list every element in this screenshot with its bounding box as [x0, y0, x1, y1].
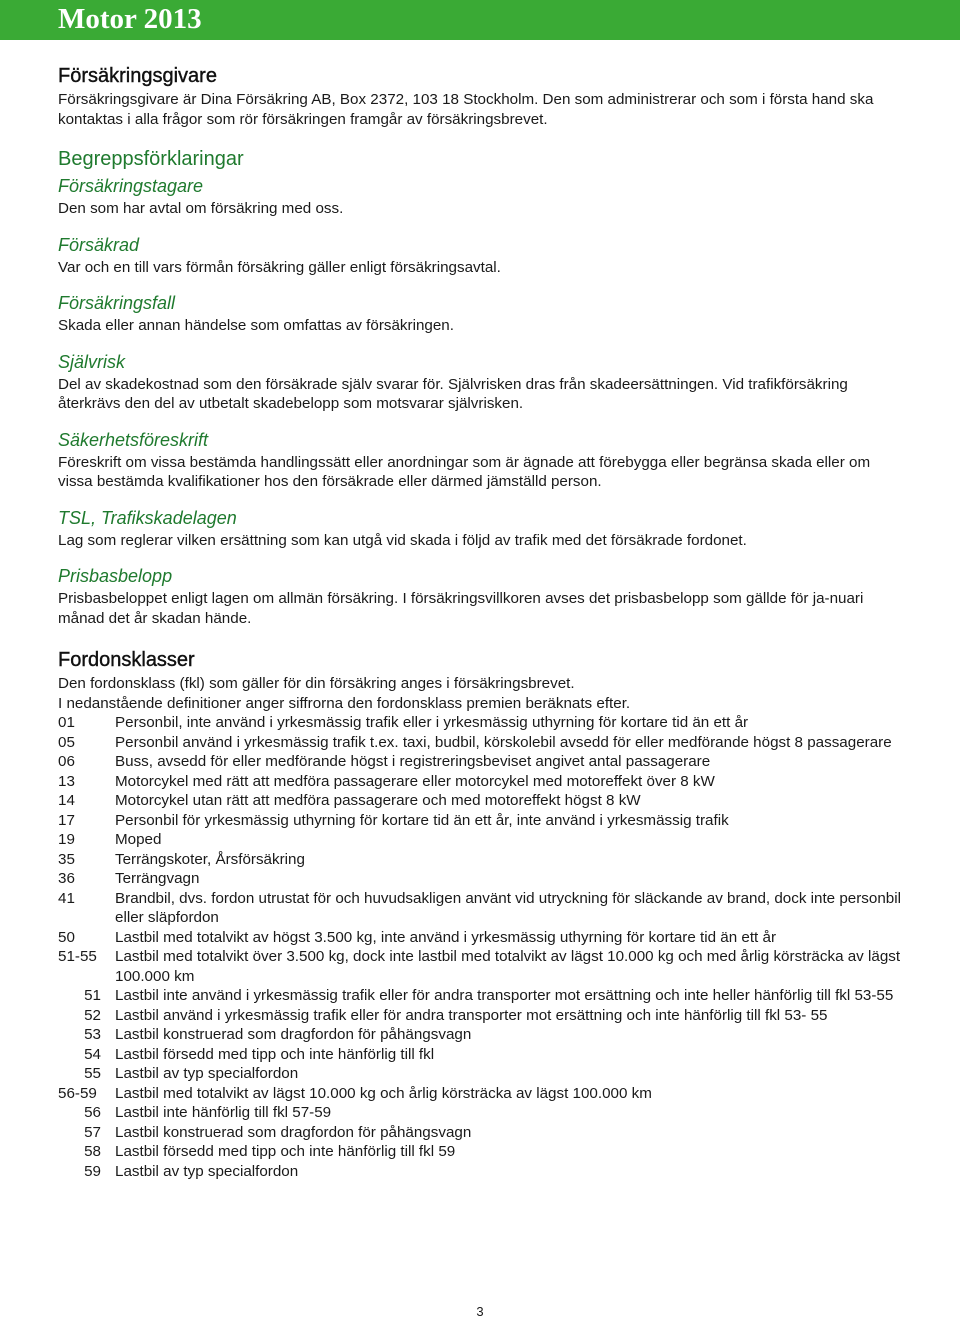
- vehicle-class-description: Lastbil försedd med tipp och inte hänförlig till fkl: [115, 1045, 435, 1063]
- vehicle-class-code: 57: [84, 1123, 101, 1141]
- vehicle-class-row: [58, 889, 908, 928]
- vehicle-class-code: 17: [58, 811, 75, 829]
- term-title: Självrisk: [58, 351, 126, 372]
- vehicle-class-description: Personbil använd i yrkesmässig trafik t.ex. taxi, budbil, körskolebil avsedd för eller medförande högst 8 passagerare: [115, 733, 892, 751]
- vehicle-class-code: 51: [84, 987, 101, 1004]
- vehicle-class-description: Motorcykel utan rätt att medföra passagerare och med motoreffekt högst 8 kW: [115, 792, 641, 809]
- vehicle-class-description: Lastbil med totalvikt av lägst 10.000 kg och årlig körsträcka av lägst 100.000 km: [115, 1084, 652, 1102]
- vehicle-class-row: [58, 772, 908, 792]
- vehicle-class-description: Brandbil, dvs. fordon utrustat för och huvudsakligen använt vid utryckning för släckande av brand, dock inte personbil eller släpfordon: [115, 889, 901, 926]
- vehicle-class-code: 59: [84, 1162, 101, 1180]
- vehicle-class-code: 51-55: [58, 948, 97, 965]
- term-text: Del av skadekostnad som den försäkrade själv svarar för. Självrisken dras från skadeersättningen. Vid trafikförsäkring återkrävs den del av utbetalt skadebelopp som motsvarar självrisken.: [58, 375, 848, 412]
- vehicle-class-code: 01: [58, 714, 75, 731]
- vehicle-class-list: [58, 713, 908, 1181]
- vehicle-class-code: 50: [58, 928, 75, 946]
- term-title: TSL, Trafikskadelagen: [58, 507, 237, 528]
- vehicle-class-row: [58, 928, 908, 948]
- vehicle-class-description: Lastbil konstruerad som dragfordon för påhängsvagn: [115, 1123, 472, 1141]
- vehicle-class-code: 06: [58, 753, 75, 770]
- vehicle-class-description: Personbil för yrkesmässig uthyrning för kortare tid än ett år, inte använd i yrkesmässig trafik: [115, 811, 729, 829]
- page-number: 3: [476, 1304, 484, 1319]
- header-bar: [0, 0, 960, 40]
- vehicle-class-row: [58, 869, 908, 889]
- vehicle-class-code: 54: [84, 1045, 101, 1063]
- term-title: Försäkringstagare: [58, 176, 204, 196]
- insurer-text: Försäkringsgivare är Dina Försäkring AB, Box 2372, 103 18 Stockholm. Den som administrerar och som i första hand ska kontaktas i alla frågor som rör försäkringen framgår av försäkringsbrevet.: [58, 91, 874, 128]
- vehicle-class-row: [58, 1142, 908, 1162]
- vehicle-class-row: [58, 811, 908, 831]
- term-text: Lag som reglerar vilken ersättning som kan utgå vid skada i följd av trafik med det försäkrade fordonet.: [58, 531, 747, 549]
- vehicle-class-description: Lastbil använd i yrkesmässig trafik eller för andra transporter mot ersättning och inte hänförlig till fkl 53- 55: [115, 1006, 828, 1024]
- term-text: Prisbasbeloppet enligt lagen om allmän försäkring. I försäkringsvillkoren avses det prisbasbelopp som gällde för ja-nuari månad det år skadan hände.: [58, 590, 864, 627]
- vehicle-class-row: [58, 986, 908, 1006]
- vehicle-class-code: 53: [84, 1026, 101, 1043]
- vehicle-class-row: [58, 947, 908, 986]
- insurer-heading: Försäkringsgivare: [58, 65, 217, 87]
- vehicle-class-row: [58, 830, 908, 850]
- term-title: Prisbasbelopp: [58, 566, 173, 586]
- term-text: Skada eller annan händelse som omfattas av försäkringen.: [58, 317, 454, 334]
- term-title: Försäkringsfall: [58, 293, 176, 313]
- vehicle-class-row: [58, 752, 908, 772]
- vehicle-class-code: 52: [84, 1006, 101, 1024]
- vehicle-class-description: Terrängvagn: [115, 870, 200, 887]
- vehicle-class-code: 14: [58, 792, 75, 809]
- vehicle-class-row: [58, 733, 908, 753]
- vehicle-class-row: [58, 1045, 908, 1065]
- vehicle-class-description: Motorcykel med rätt att medföra passagerare eller motorcykel med motoreffekt över 8 kW: [115, 772, 715, 790]
- vehicle-class-code: 41: [58, 889, 75, 907]
- vehicle-classes-intro: Den fordonsklass (fkl) som gäller för din försäkring anges i försäkringsbrevet.: [58, 675, 575, 692]
- term-text: Var och en till vars förmån försäkring gäller enligt försäkringsavtal.: [58, 258, 501, 276]
- vehicle-class-row: [58, 1006, 908, 1026]
- vehicle-class-code: 05: [58, 733, 75, 751]
- term-text: Den som har avtal om försäkring med oss.: [58, 200, 344, 217]
- vehicle-class-description: Terrängskoter, Årsförsäkring: [115, 850, 305, 868]
- vehicle-class-description: Lastbil konstruerad som dragfordon för påhängsvagn: [115, 1026, 472, 1043]
- vehicle-class-description: Lastbil inte hänförlig till fkl 57-59: [115, 1104, 332, 1121]
- vehicle-class-row: [58, 713, 908, 733]
- vehicle-class-description: Lastbil av typ specialfordon: [115, 1065, 299, 1082]
- vehicle-class-row: [58, 850, 908, 870]
- vehicle-class-row: [58, 1103, 908, 1123]
- vehicle-class-code: 36: [58, 870, 75, 887]
- term-title: Försäkrad: [58, 234, 140, 255]
- vehicle-class-description: Lastbil inte använd i yrkesmässig trafik eller för andra transporter mot ersättning och inte heller hänförlig till fkl 53-55: [115, 987, 894, 1004]
- vehicle-class-description: Lastbil försedd med tipp och inte hänförlig till fkl 59: [115, 1143, 456, 1160]
- vehicle-class-code: 58: [84, 1143, 101, 1160]
- vehicle-class-code: 35: [58, 850, 75, 868]
- vehicle-classes-intro: I nedanstående definitioner anger siffrorna den fordonsklass premien beräknats efter.: [58, 694, 631, 712]
- vehicle-class-row: [58, 1123, 908, 1143]
- vehicle-class-description: Lastbil med totalvikt över 3.500 kg, dock inte lastbil med totalvikt av lägst 10.000 kg och med årlig körsträcka av lägst 100.000 km: [115, 948, 901, 985]
- vehicle-class-description: Buss, avsedd för eller medförande högst i registreringsbeviset angivet antal passagerare: [115, 753, 711, 770]
- vehicle-class-row: [58, 1162, 908, 1182]
- vehicle-class-code: 55: [84, 1065, 101, 1082]
- term-title: Säkerhetsföreskrift: [58, 429, 209, 450]
- vehicle-class-code: 13: [58, 772, 75, 790]
- vehicle-class-row: [58, 1084, 908, 1104]
- vehicle-class-description: Moped: [115, 831, 162, 848]
- term-text: Föreskrift om vissa bestämda handlingssätt eller anordningar som är ägnade att förebygga eller begränsa skada eller om vissa bestämda kvalifikationer hos den försäkrade eller därmed jämställd person.: [58, 453, 871, 490]
- vehicle-class-description: Lastbil av typ specialfordon: [115, 1162, 299, 1180]
- vehicle-class-code: 56-59: [58, 1084, 97, 1102]
- document-title: Motor 2013: [58, 3, 202, 35]
- definitions-heading: Begreppsförklaringar: [58, 148, 244, 170]
- vehicle-class-description: Lastbil med totalvikt av högst 3.500 kg, inte använd i yrkesmässig uthyrning för kortare tid än ett år: [115, 928, 776, 946]
- vehicle-class-row: [58, 1064, 908, 1084]
- vehicle-class-code: 56: [84, 1104, 101, 1121]
- vehicle-class-code: 19: [58, 831, 75, 848]
- document-body: [58, 62, 908, 1181]
- vehicle-class-description: Personbil, inte använd i yrkesmässig trafik eller i yrkesmässig uthyrning för kortare tid än ett år: [115, 714, 749, 731]
- vehicle-class-row: [58, 791, 908, 811]
- vehicle-classes-heading: Fordonsklasser: [58, 649, 195, 671]
- vehicle-class-row: [58, 1025, 908, 1045]
